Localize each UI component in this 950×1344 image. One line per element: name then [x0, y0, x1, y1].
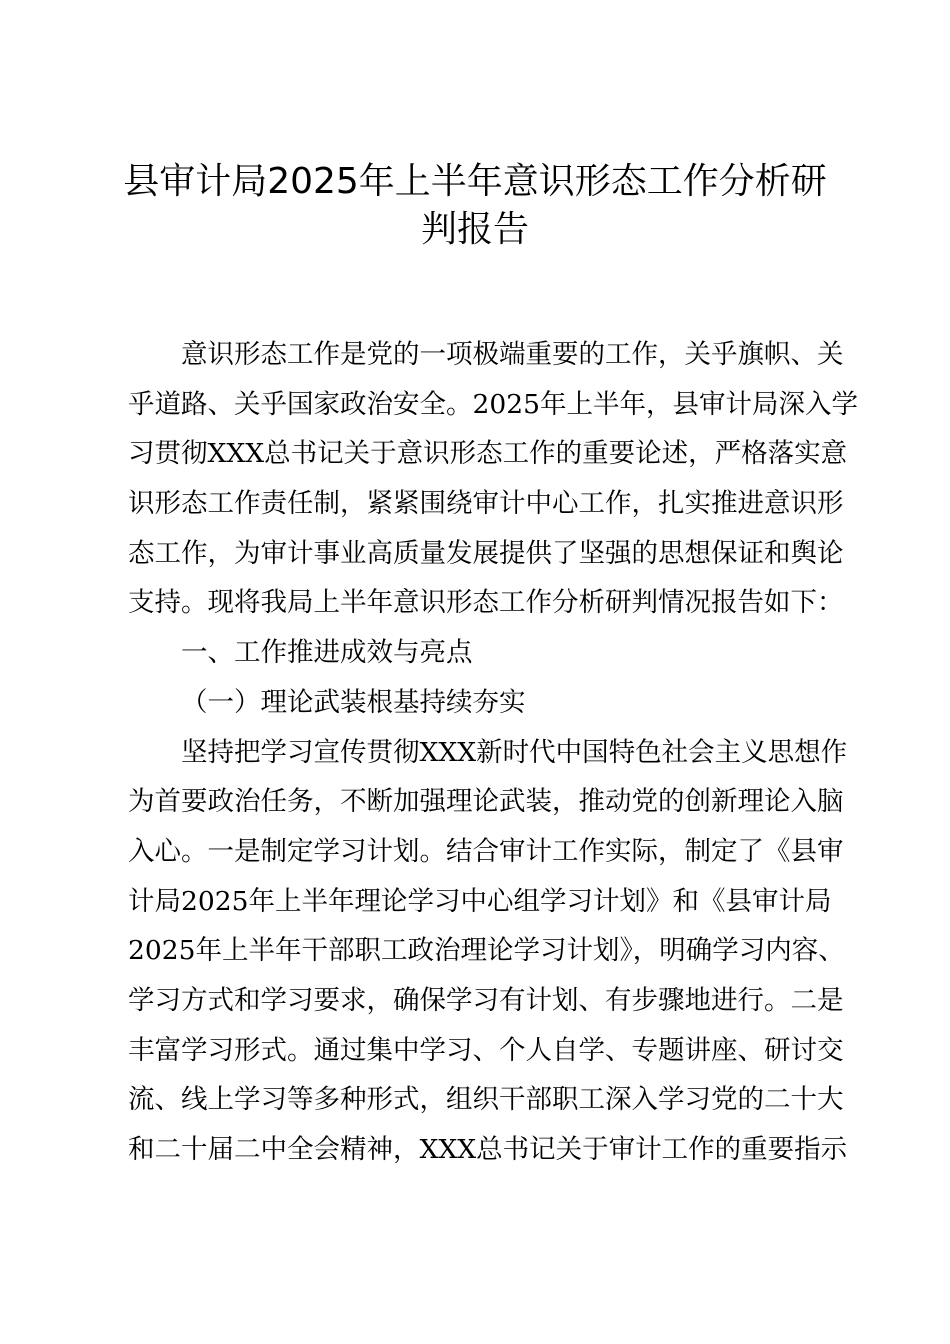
paragraph-line: 乎道路、关乎国家政治安全。2025年上半年，县审计局深入学 — [128, 388, 858, 420]
paragraph-line: 丰富学习形式。通过集中学习、个人自学、专题讲座、研讨交 — [128, 1034, 844, 1066]
paragraph-line: 意识形态工作是党的一项极端重要的工作，关乎旗帜、关 — [181, 339, 844, 370]
subsection-heading: （一）理论武装根基持续夯实 — [181, 686, 526, 718]
paragraph-line: 为首要政治任务，不断加强理论武装，推动党的创新理论入脑 — [128, 786, 844, 818]
paragraph-line: 识形态工作责任制，紧紧围绕审计中心工作，扎实推进意识形 — [128, 488, 844, 520]
paragraph-line: 学习方式和学习要求，确保学习有计划、有步骤地进行。二是 — [128, 984, 844, 1016]
document-body — [128, 330, 858, 1175]
document-title-line-2: 判报告 — [420, 209, 529, 250]
paragraph-line: 习贯彻XXX总书记关于意识形态工作的重要论述，严格落实意 — [128, 438, 848, 470]
paragraph-line: 和二十届二中全会精神，XXX总书记关于审计工作的重要指示 — [128, 1134, 848, 1165]
document-title-line-1: 县审计局2025年上半年意识形态工作分析研 — [123, 161, 827, 202]
paragraph-line: 计局2025年上半年理论学习中心组学习计划》和《县审计局 — [128, 885, 832, 917]
paragraph-line: 入心。一是制定学习计划。结合审计工作实际，制定了《县审 — [128, 835, 844, 867]
paragraph-line: 2025年上半年干部职工政治理论学习计划》，明确学习内容、 — [128, 935, 845, 967]
section-heading: 一、工作推进成效与亮点 — [181, 637, 473, 669]
paragraph-line: 流、线上学习等多种形式，组织干部职工深入学习党的二十大 — [128, 1084, 844, 1116]
paragraph-line: 态工作，为审计事业高质量发展提供了坚强的思想保证和舆论 — [128, 537, 844, 569]
paragraph-line: 支持。现将我局上半年意识形态工作分析研判情况报告如下： — [128, 587, 844, 619]
paragraph-line: 坚持把学习宣传贯彻XXX新时代中国特色社会主义思想作 — [181, 736, 848, 768]
